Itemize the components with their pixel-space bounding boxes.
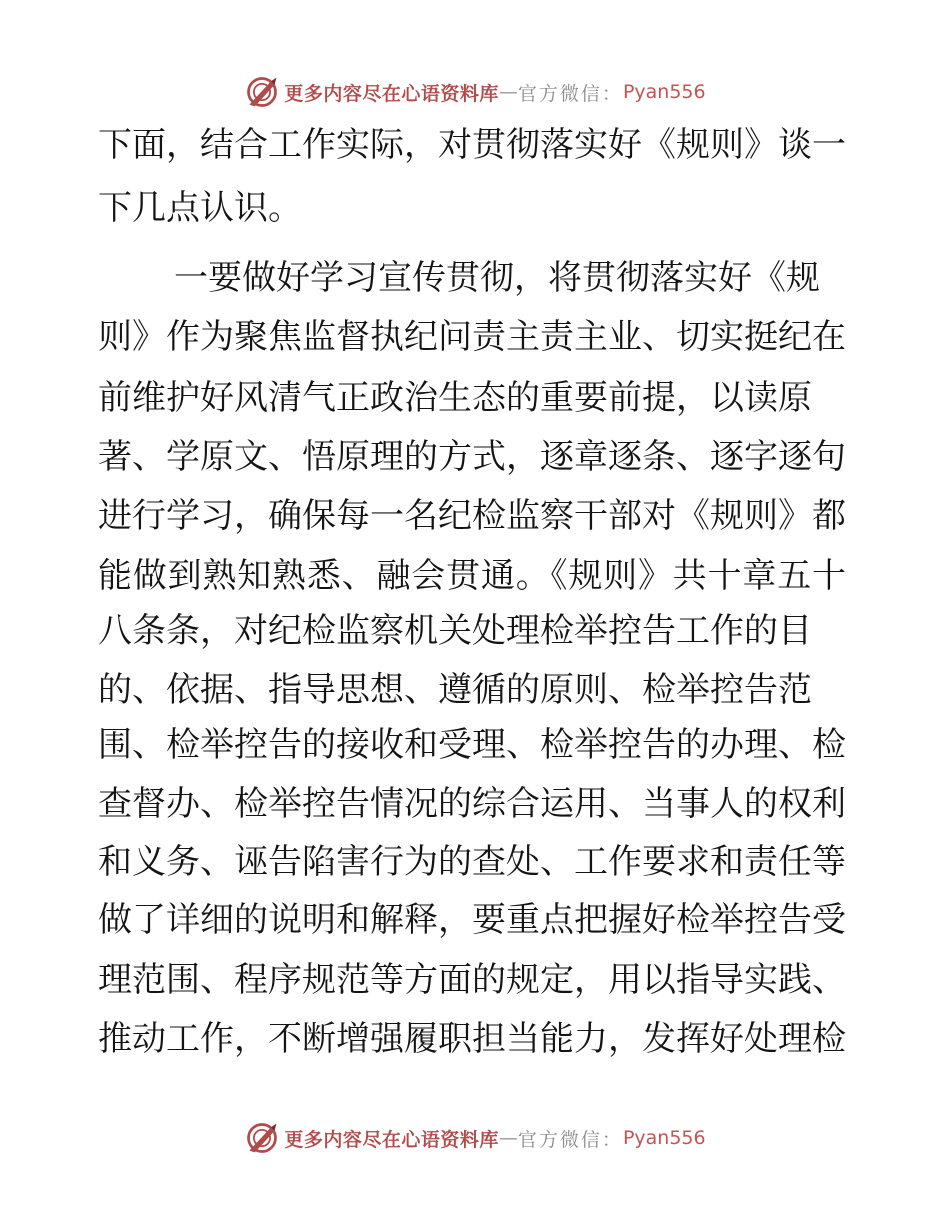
watermark-dash: —	[498, 1127, 518, 1149]
header-watermark	[0, 72, 950, 112]
watermark-wechat-id: Pyan556	[622, 1127, 706, 1149]
watermark-wechat-id: Pyan556	[622, 81, 706, 103]
text-line: 前维护好风清气正政治生态的重要前提，以读原	[98, 378, 812, 418]
watermark-brand-text: 更多内容尽在心语资料库	[284, 1128, 499, 1151]
paragraph-first-line: 一要做好学习宣传贯彻，将贯彻落实好《规	[174, 258, 820, 298]
quill-logo-icon	[244, 1120, 280, 1156]
text-line: 理范围、程序规范等方面的规定，用以指导实践、	[98, 960, 846, 1000]
watermark-brand-text: 更多内容尽在心语资料库	[284, 82, 499, 105]
quill-logo-icon	[244, 74, 280, 110]
text-line: 八条条，对纪检监察机关处理检举控告工作的目	[98, 611, 812, 651]
text-line: 能做到熟知熟悉、融会贯通。《规则》共十章五十	[98, 556, 846, 596]
watermark-official-label: 官方微信：	[517, 82, 623, 105]
text-line: 著、学原文、悟原理的方式，逐章逐条、逐字逐句	[98, 437, 846, 477]
watermark-official-label: 官方微信：	[517, 1128, 623, 1151]
text-line: 查督办、检举控告情况的综合运用、当事人的权利	[98, 784, 846, 824]
text-line: 下几点认识。	[98, 188, 302, 228]
text-line: 则》作为聚焦监督执纪问责主责主业、切实挺纪在	[98, 317, 846, 357]
footer-watermark	[0, 1118, 950, 1158]
text-line: 和义务、诬告陷害行为的查处、工作要求和责任等	[98, 842, 846, 882]
text-line: 的、依据、指导思想、遵循的原则、检举控告范	[98, 670, 812, 710]
text-line: 进行学习，确保每一名纪检监察干部对《规则》都	[98, 496, 846, 536]
text-line: 围、检举控告的接收和受理、检举控告的办理、检	[98, 725, 846, 765]
text-line: 下面，结合工作实际，对贯彻落实好《规则》谈一	[98, 125, 846, 165]
watermark-dash: —	[498, 81, 518, 103]
text-line: 推动工作，不断增强履职担当能力，发挥好处理检	[98, 1019, 846, 1059]
text-line: 做了详细的说明和解释，要重点把握好检举控告受	[98, 900, 846, 940]
